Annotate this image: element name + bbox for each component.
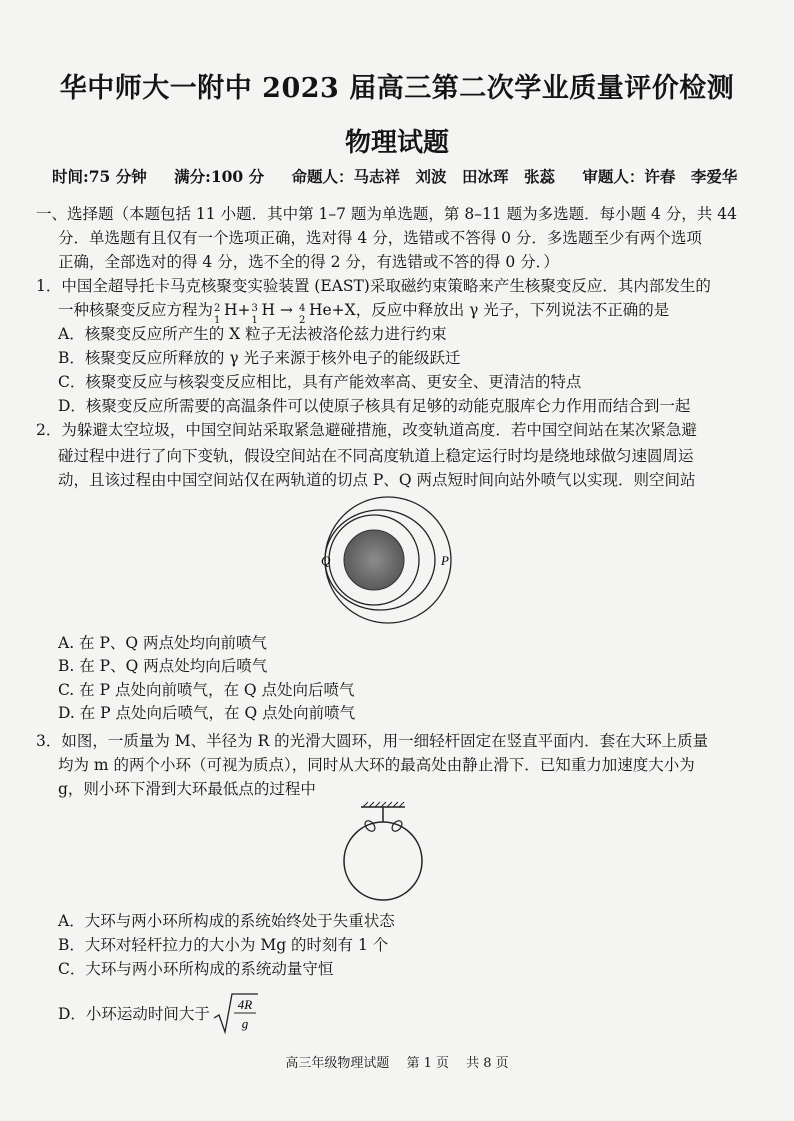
- sqrt-numerator: 4R: [237, 997, 253, 1012]
- time-limit: 时间:75 分钟: [52, 167, 147, 186]
- exam-title: 华中师大一附中 2023 届高三第二次学业质量评价检测: [59, 73, 735, 104]
- q2-option-b: B. 在 P、Q 两点处均向后喷气: [58, 657, 268, 675]
- ring-diagram: [335, 800, 455, 910]
- section-instructions-line-2: 分．单选题有且仅有一个选项正确，选对得 4 分，选错或不答得 0 分．多选题至少有两个选项: [58, 229, 702, 247]
- full-score: 满分:100 分: [174, 167, 265, 186]
- exam-subtitle: 物理试题: [344, 128, 449, 158]
- q3-option-c: C．大环与两小环所构成的系统动量守恒: [58, 960, 334, 978]
- q2-option-c: C. 在 P 点处向前喷气，在 Q 点处向后喷气: [58, 681, 355, 699]
- q2-option-a: A. 在 P、Q 两点处均向前喷气: [58, 634, 268, 652]
- q2-stem-line-2: 碰过程中进行了向下变轨，假设空间站在不同高度轨道上稳定运行时均是绕地球做匀速圆周运: [58, 447, 694, 465]
- page-footer: 高三年级物理试题 第 1 页 共 8 页: [285, 1056, 509, 1071]
- small-ring-right: [390, 819, 404, 833]
- sqrt-formula: [212, 990, 262, 1038]
- section-instructions-line-1: 一、选择题（本题包括 11 小题．其中第 1–7 题为单选题，第 8–11 题为多选题．每小题 4 分，共 44: [36, 205, 737, 223]
- q2-option-d: D. 在 P 点处向后喷气，在 Q 点处向前喷气: [58, 704, 356, 722]
- reviewers: 审题人：许春 李爱华: [582, 167, 738, 186]
- small-ring-left: [363, 819, 377, 833]
- q1-option-d: D．核聚变反应所需要的高温条件可以使原子核具有足够的动能克服库仑力作用而结合到一起: [58, 397, 691, 415]
- point-p-label: P: [441, 553, 449, 568]
- q2-stem-line-1: 2．为躲避太空垃圾，中国空间站采取紧急避碰措施，改变轨道高度．若中国空间站在某次紧急避: [36, 421, 697, 439]
- q3-option-d: D．小环运动时间大于: [58, 1005, 210, 1023]
- q1-option-a: A．核聚变反应所产生的 X 粒子无法被洛伦兹力进行约束: [58, 325, 447, 343]
- point-q-label: Q: [321, 553, 331, 568]
- q3-option-a: A．大环与两小环所构成的系统始终处于失重状态: [58, 912, 395, 930]
- q3-stem-line-3: g，则小环下滑到大环最低点的过程中: [58, 780, 316, 798]
- fusion-equation: 2 1 H+ 3 1 H → 4 2 He+X: [214, 301, 356, 326]
- q3-option-b: B．大环对轻杆拉力的大小为 Mg 的时刻有 1 个: [58, 936, 389, 954]
- exam-info: [52, 167, 759, 187]
- q1-option-c: C．核聚变反应与核裂变反应相比，具有产能效率高、更安全、更清洁的特点: [58, 373, 582, 391]
- earth-icon: [344, 530, 404, 590]
- sqrt-denominator: g: [241, 1016, 249, 1031]
- orbit-diagram: [300, 492, 480, 632]
- q3-stem-line-2: 均为 m 的两个小环（可视为质点），同时从大环的最高处由静止滑下．已知重力加速度大小为: [58, 756, 695, 774]
- big-ring: [344, 822, 422, 900]
- q1-option-b: B．核聚变反应所释放的 γ 光子来源于核外电子的能级跃迁: [58, 349, 461, 367]
- q3-stem-line-1: 3．如图，一质量为 M、半径为 R 的光滑大圆环，用一细轻杆固定在竖直平面内．套在大环上质量: [36, 732, 709, 750]
- q2-stem-line-3: 动，且该过程由中国空间站仅在两轨道的切点 P、Q 两点短时间向站外喷气以实现．则空间站: [58, 471, 696, 489]
- authors: 命题人：马志祥 刘波 田冰珲 张蕊: [291, 167, 556, 186]
- q1-stem-line-1: 1．中国全超导托卡马克核聚变实验装置 (EAST)采取磁约束策略来产生核聚变反应．其内部发生的: [36, 277, 711, 295]
- section-instructions-line-3: 正确，全部选对的得 4 分，选不全的得 2 分，有选错或不答的得 0 分．）: [58, 253, 559, 271]
- q1-stem-line-2: 一种核聚变反应方程为 2 1 H+ 3 1 H → 4 2 He+X，反应中释放出 γ 光子，下列说法不正确的是: [58, 301, 670, 326]
